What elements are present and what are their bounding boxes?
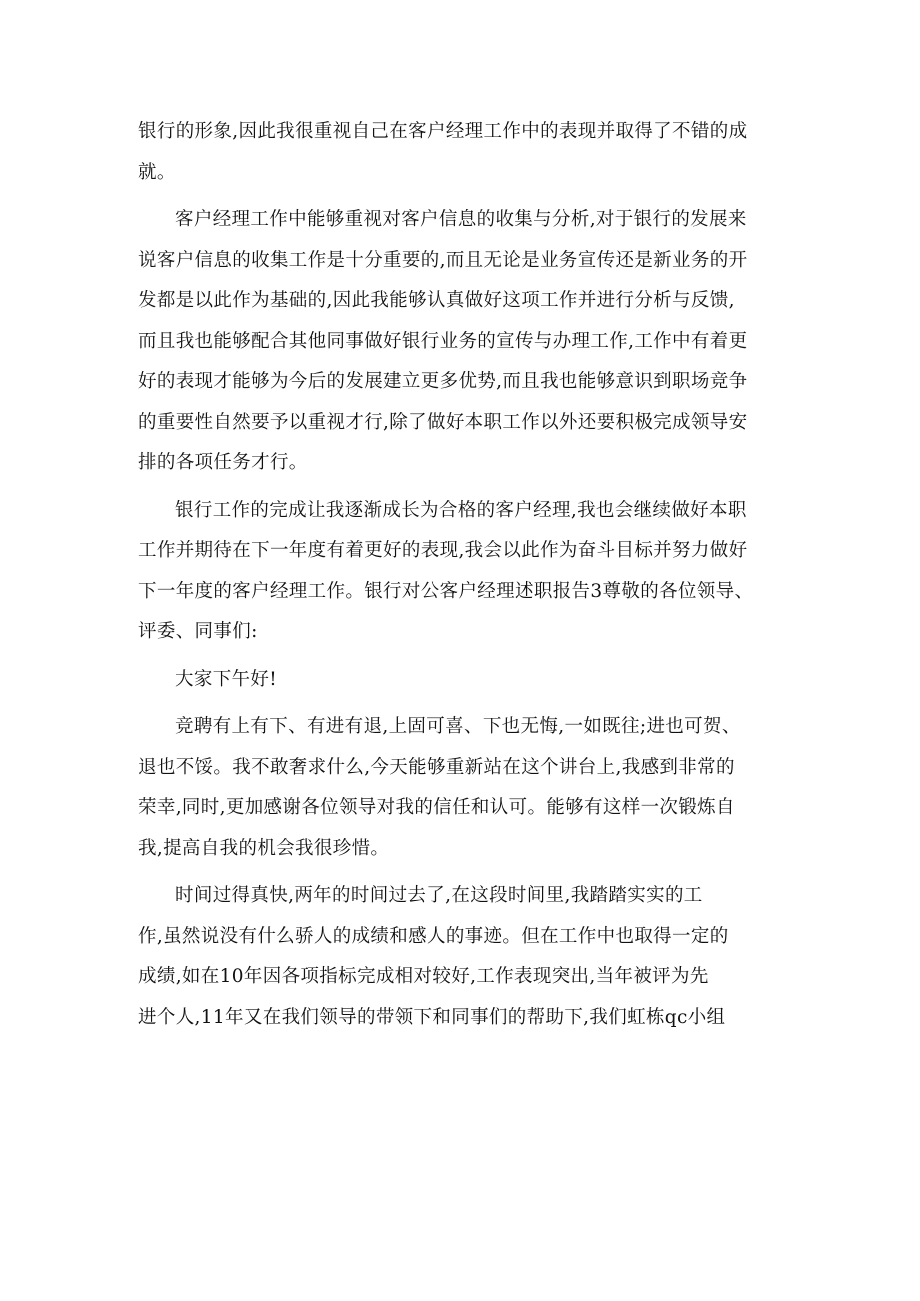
text-line: 下一年度的客户经理工作。银行对公客户经理述职报告3尊敬的各位领导、 [138, 580, 754, 602]
paragraph-5 [138, 707, 788, 869]
text-line: 说客户信息的收集工作是十分重要的,而且无论是业务宣传还是新业务的开 [138, 249, 748, 271]
text-line: 就。 [138, 161, 176, 183]
paragraph-6 [138, 876, 788, 1038]
text-line: 银行工作的完成让我逐渐成长为合格的客户经理,我也会继续做好本职 [175, 499, 747, 521]
text-line: 客户经理工作中能够重视对客户信息的收集与分析,对于银行的发展来 [175, 209, 747, 230]
text-line: 退也不馁。我不敢奢求什么,今天能够重新站在这个讲台上,我感到非常的 [138, 756, 735, 778]
paragraph-1 [138, 112, 788, 193]
text-line: 我,提高自我的机会我很珍惜。 [138, 837, 390, 859]
document-body [138, 112, 788, 1038]
text-line: 时间过得真快,两年的时间过去了,在这段时间里,我踏踏实实的工 [175, 885, 703, 906]
paragraph-gap [138, 484, 788, 491]
paragraph-3 [138, 491, 788, 653]
text-line: 作,虽然说没有什么骄人的成绩和感人的事迹。但在工作中也取得一定的 [138, 925, 729, 947]
text-line: 评委、同事们: [138, 621, 258, 642]
text-line: 成绩,如在10年因各项指标完成相对较好,工作表现突出,当年被评为先 [138, 966, 709, 987]
text-line: 竞聘有上有下、有进有退,上固可喜、下也无悔,一如既往;进也可贺、 [175, 716, 741, 737]
text-line: 发都是以此作为基础的,因此我能够认真做好这项工作并进行分析与反馈, [138, 290, 735, 311]
text-line: 工作并期待在下一年度有着更好的表现,我会以此作为奋斗目标并努力做好 [138, 540, 748, 561]
text-line: 大家下午好! [175, 668, 278, 690]
text-line: 而且我也能够配合其他同事做好银行业务的宣传与办理工作,工作中有着更 [138, 330, 748, 352]
text-line: 好的表现才能够为今后的发展建立更多优势,而且我也能够意识到职场竞争 [138, 371, 748, 392]
text-line: 的重要性自然要予以重视才行,除了做好本职工作以外还要积极完成领导安 [138, 411, 748, 433]
paragraph-gap [138, 700, 788, 707]
text-line: 银行的形象,因此我很重视自己在客户经理工作中的表现并取得了不错的成 [138, 121, 748, 142]
paragraph-gap [138, 653, 788, 660]
text-line: 进个人,11年又在我们领导的带领下和同事们的帮助下,我们虹栋qc小组 [138, 1006, 726, 1028]
paragraph-gap [138, 869, 788, 876]
paragraph-gap [138, 193, 788, 200]
paragraph-4 [138, 660, 788, 701]
paragraph-2 [138, 200, 788, 484]
text-line: 荣幸,同时,更加感谢各位领导对我的信任和认可。能够有这样一次锻炼自 [138, 797, 735, 818]
text-line: 排的各项任务才行。 [138, 452, 308, 473]
